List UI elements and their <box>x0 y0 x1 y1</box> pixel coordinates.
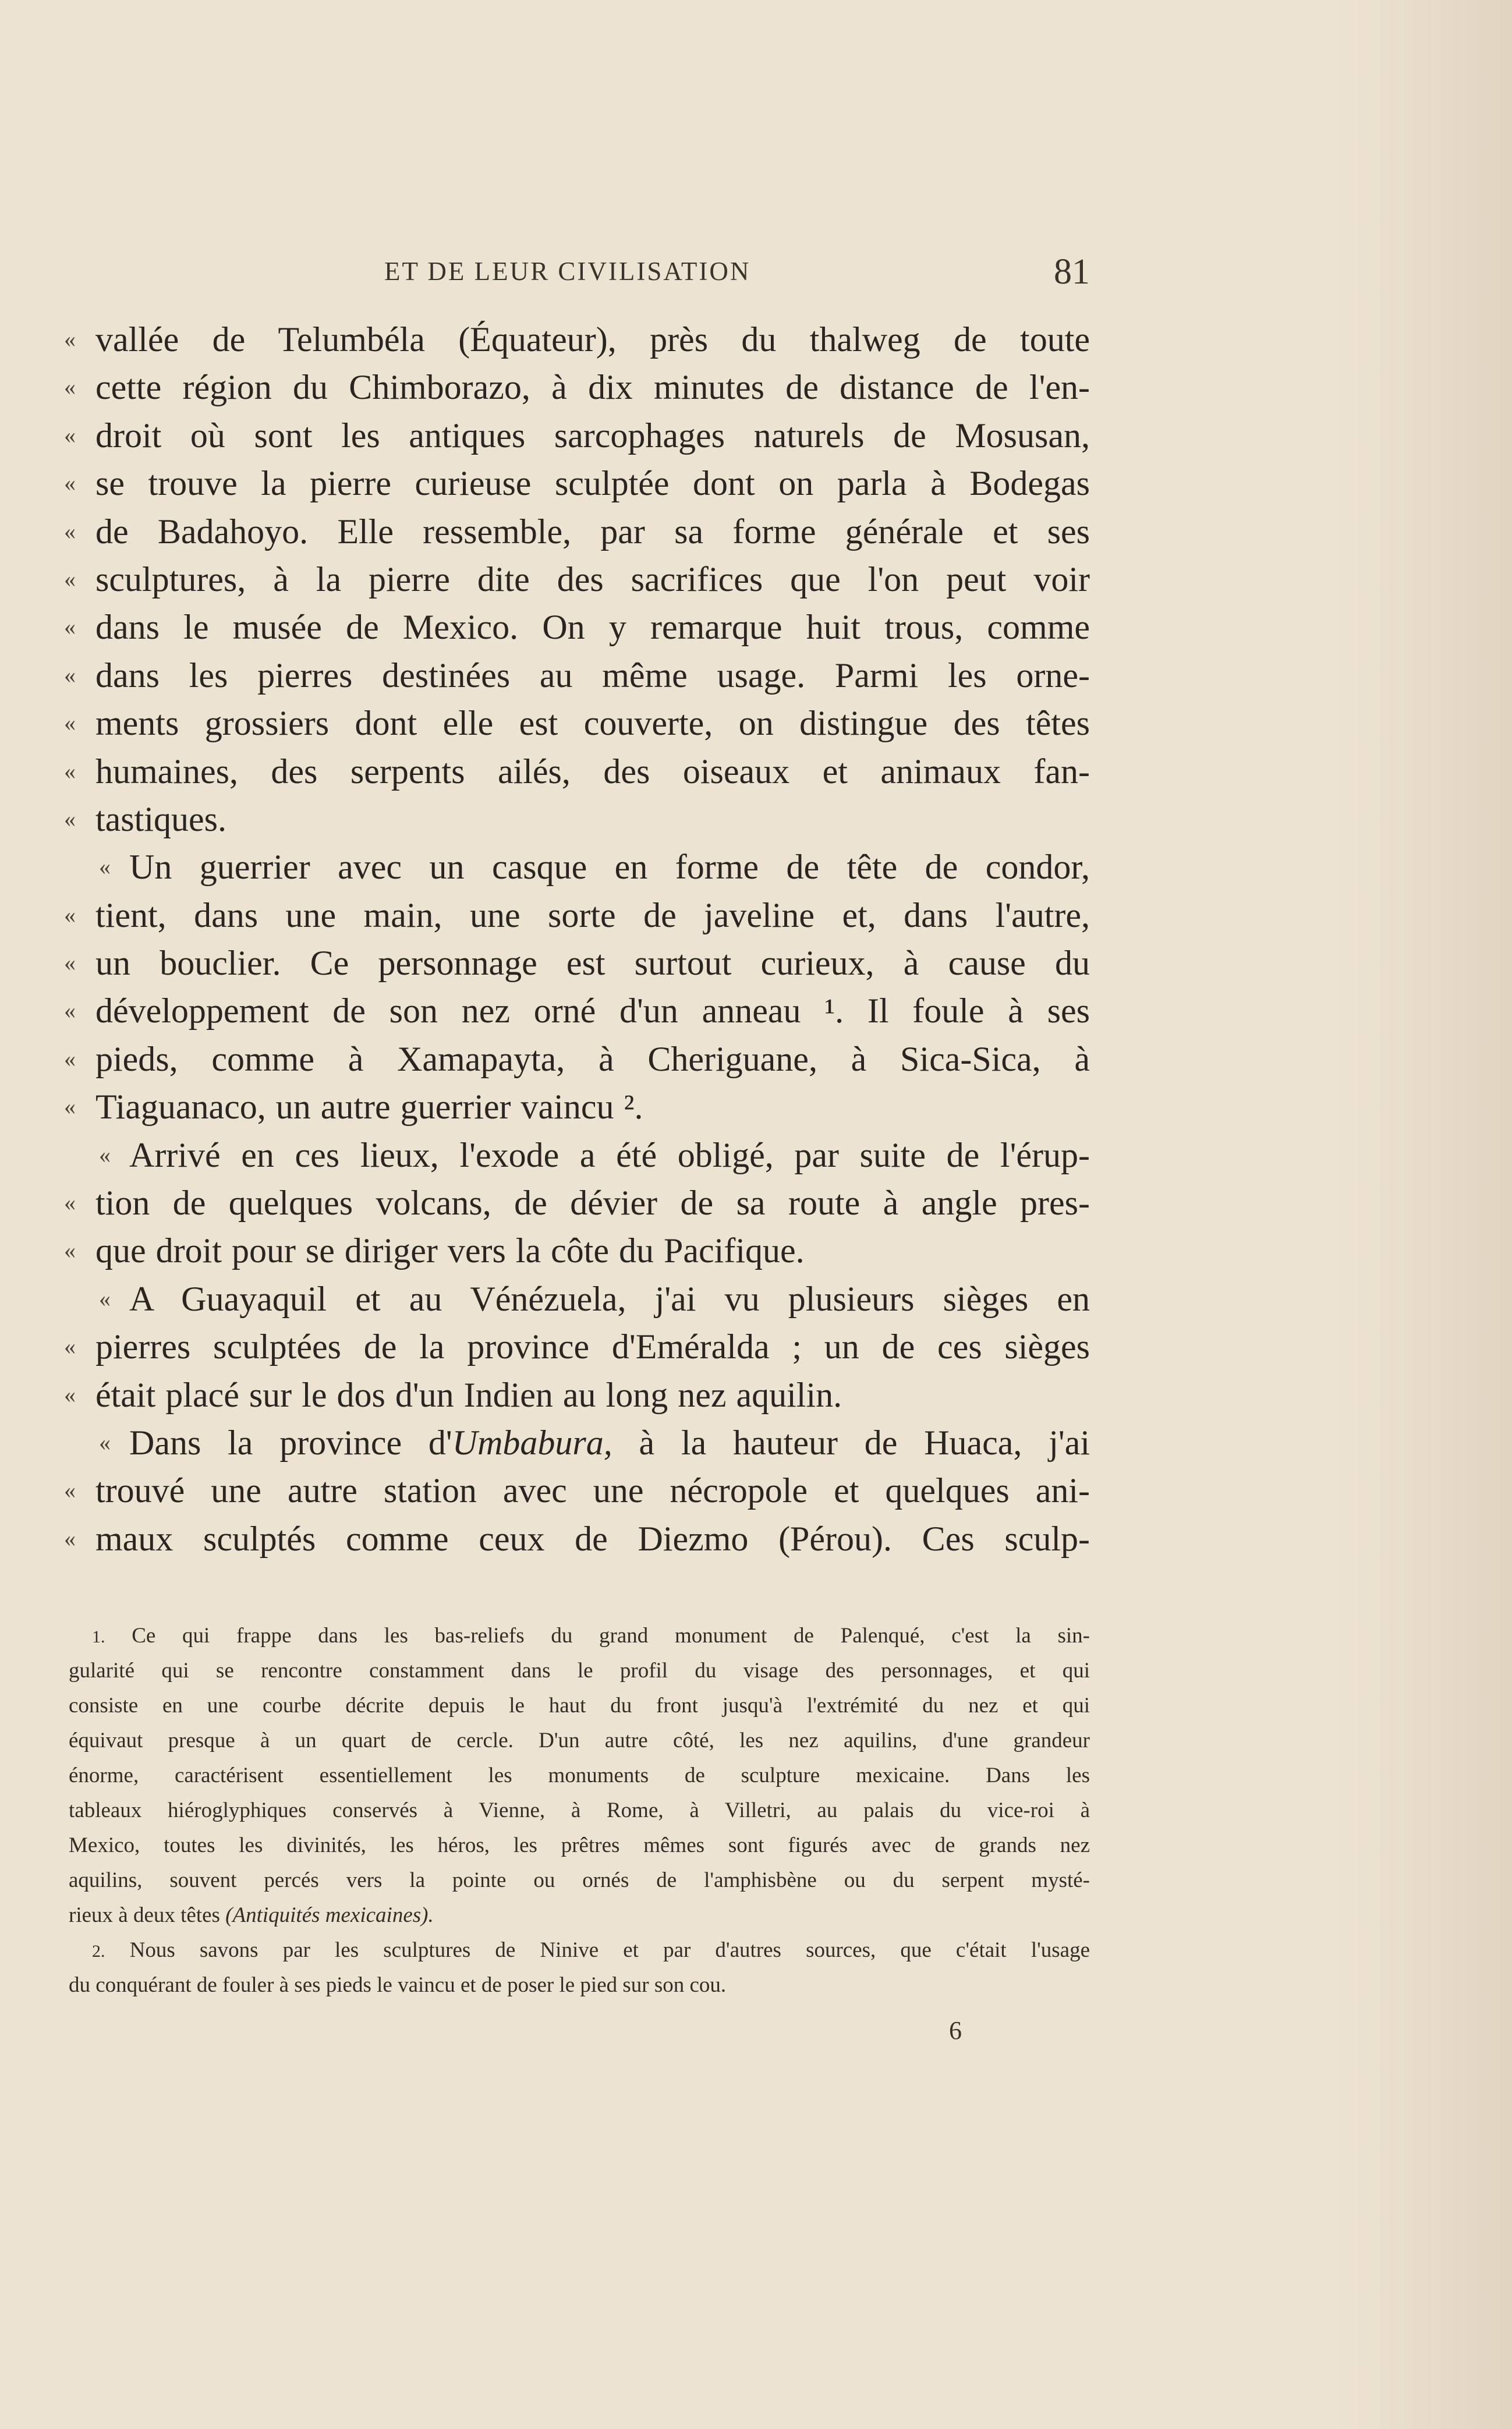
guillemet: « <box>64 1237 76 1264</box>
footnote-line-text: aquilins, souvent percés vers la pointe ou ornés de l'amphisbène ou du serpent mysté- <box>69 1868 1090 1892</box>
page-number: 81 <box>1054 252 1090 292</box>
guillemet: « <box>64 518 76 544</box>
guillemet: « <box>64 1477 76 1504</box>
book-title-italic: (Antiquités mexicaines). <box>225 1903 434 1927</box>
text-line <box>64 1467 1090 1514</box>
line-text: développement de son nez orné d'un anneau ¹. Il foule à ses <box>95 992 1090 1031</box>
guillemet: « <box>64 1189 76 1216</box>
text-line <box>64 987 1090 1035</box>
place-name-italic: Umbabura, <box>452 1423 612 1462</box>
line-text: tastiques. <box>95 799 226 838</box>
line-text: A Guayaquil et au Vénézuela, j'ai vu plusieurs sièges en <box>129 1279 1090 1318</box>
footnote-line <box>69 1863 1090 1898</box>
line-text: de Badahoyo. Elle ressemble, par sa forme générale et ses <box>95 512 1090 551</box>
footnote-line-text: Nous savons par les sculptures de Ninive et par d'autres sources, que c'était l'usage <box>129 1938 1090 1962</box>
text-line <box>64 508 1090 555</box>
text-line <box>64 1035 1090 1083</box>
footnote-line-text: gularité qui se rencontre constamment dans le profil du visage des personnages, et qui <box>69 1659 1090 1683</box>
text-line <box>64 316 1090 363</box>
line-text: tion de quelques volcans, de dévier de sa route à angle pres- <box>95 1184 1090 1223</box>
guillemet: « <box>64 757 76 784</box>
line-text <box>129 1419 1090 1467</box>
footnote-line-text: tableaux hiéroglyphiques conservés à Vienne, à Rome, à Villetri, au palais du vice-roi à <box>69 1798 1090 1822</box>
text-line <box>64 651 1090 699</box>
text-line <box>64 1275 1090 1323</box>
text-line <box>64 795 1090 843</box>
guillemet: « <box>64 901 76 928</box>
guillemet: « <box>64 565 76 592</box>
running-header <box>384 252 1090 292</box>
line-text: trouvé une autre station avec une nécropole et quelques ani- <box>95 1471 1090 1510</box>
guillemet: « <box>99 854 111 880</box>
guillemet: « <box>64 1093 76 1120</box>
line-text: un bouclier. Ce personnage est surtout curieux, à cause du <box>95 944 1090 983</box>
footnote-line <box>69 1688 1090 1723</box>
page-edge-shadow <box>1337 0 1512 2429</box>
footnote-line <box>69 1653 1090 1688</box>
footnote-line-text: énorme, caractérisent essentiellement les monuments de sculpture mexicaine. Dans les <box>69 1764 1090 1787</box>
guillemet: « <box>64 1333 76 1360</box>
text-line <box>64 1131 1090 1179</box>
footnote-line <box>69 1933 1090 1968</box>
line-text-after: à la hauteur de Huaca, j'ai <box>612 1423 1090 1462</box>
footnotes <box>69 1619 1090 2003</box>
footnote-line-text: consiste en une courbe décrite depuis le haut du front jusqu'à l'extrémité du nez et qui <box>69 1694 1090 1718</box>
footnote-line-text: rieux à deux têtes <box>69 1903 226 1927</box>
footnote-text <box>92 1933 1090 1969</box>
text-line <box>64 412 1090 459</box>
footnote-line <box>69 1898 1090 1933</box>
guillemet: « <box>64 326 76 352</box>
footnote-line <box>69 1793 1090 1828</box>
text-line <box>64 1227 1090 1274</box>
text-line <box>64 1371 1090 1419</box>
text-line <box>64 748 1090 795</box>
line-text: Arrivé en ces lieux, l'exode a été obligé, par suite de l'érup- <box>129 1135 1090 1174</box>
guillemet: « <box>99 1429 111 1456</box>
text-line <box>64 891 1090 939</box>
line-text: tient, dans une main, une sorte de javeline et, dans l'autre, <box>95 895 1090 934</box>
footnote-line-text: équivaut presque à un quart de cercle. D'un autre côté, les nez aquilins, d'une grandeur <box>69 1729 1090 1752</box>
line-text: était placé sur le dos d'un Indien au long nez aquilin. <box>95 1375 842 1414</box>
text-line <box>64 843 1090 891</box>
guillemet: « <box>64 374 76 401</box>
guillemet: « <box>64 470 76 497</box>
line-text: dans le musée de Mexico. On y remarque huit trous, comme <box>95 608 1090 647</box>
line-text: Tiaguanaco, un autre guerrier vaincu ². <box>95 1088 643 1127</box>
guillemet: « <box>64 950 76 976</box>
guillemet: « <box>64 997 76 1024</box>
line-text: ments grossiers dont elle est couverte, on distingue des têtes <box>95 704 1090 743</box>
guillemet: « <box>64 1381 76 1408</box>
line-text: pieds, comme à Xamapayta, à Cheriguane, à Sica-Sica, à <box>95 1039 1090 1078</box>
guillemet: « <box>64 1525 76 1552</box>
footnote-line <box>69 1619 1090 1653</box>
footnote-line <box>69 1828 1090 1863</box>
text-line <box>64 459 1090 507</box>
line-text: pierres sculptées de la province d'Eméralda ; un de ces sièges <box>95 1327 1090 1366</box>
guillemet: « <box>99 1285 111 1312</box>
line-text: humaines, des serpents ailés, des oiseaux et animaux fan- <box>95 752 1090 791</box>
footnote-number: 1. <box>92 1627 105 1647</box>
text-line <box>64 1179 1090 1227</box>
guillemet: « <box>64 661 76 688</box>
text-line <box>64 1419 1090 1467</box>
guillemet: « <box>64 614 76 640</box>
guillemet: « <box>64 422 76 448</box>
running-title: ET DE LEUR CIVILISATION <box>384 257 751 286</box>
line-text: se trouve la pierre curieuse sculptée dont on parla à Bodegas <box>95 464 1090 503</box>
guillemet: « <box>64 805 76 832</box>
footnote-text <box>92 1619 1090 1655</box>
guillemet: « <box>99 1141 111 1168</box>
guillemet: « <box>64 710 76 737</box>
line-text-before: Dans la province d' <box>129 1423 452 1462</box>
footnote-line <box>69 1723 1090 1758</box>
text-line <box>64 1083 1090 1131</box>
line-text: dans les pierres destinées au même usage. Parmi les orne- <box>95 656 1090 695</box>
footnote-number: 2. <box>92 1942 105 1961</box>
text-line <box>64 1323 1090 1371</box>
text-line <box>64 363 1090 411</box>
text-line <box>64 555 1090 603</box>
text-line <box>64 939 1090 987</box>
guillemet: « <box>64 1045 76 1072</box>
line-text: vallée de Telumbéla (Équateur), près du thalweg de toute <box>95 320 1090 359</box>
line-text: Un guerrier avec un casque en forme de tête de condor, <box>129 848 1090 887</box>
line-text: cette région du Chimborazo, à dix minutes de distance de l'en- <box>95 368 1090 407</box>
text-line <box>64 603 1090 651</box>
footnote-text <box>69 1898 1090 1933</box>
footnote-line <box>69 1758 1090 1793</box>
footnote-line-text: du conquérant de fouler à ses pieds le vaincu et de poser le pied sur son cou. <box>69 1973 727 1997</box>
footnote-line-text: Mexico, toutes les divinités, les héros, les prêtres mêmes sont figurés avec de grands nez <box>69 1833 1090 1857</box>
footnote-line-text: Ce qui frappe dans les bas-reliefs du grand monument de Palenqué, c'est la sin- <box>132 1624 1090 1648</box>
line-text: sculptures, à la pierre dite des sacrifices que l'on peut voir <box>95 560 1090 599</box>
text-line <box>64 1515 1090 1563</box>
line-text: que droit pour se diriger vers la côte du Pacifique. <box>95 1231 805 1270</box>
line-text: droit où sont les antiques sarcophages naturels de Mosusan, <box>95 416 1090 455</box>
footnote-line <box>69 1968 1090 2003</box>
text-line <box>64 699 1090 747</box>
line-text: maux sculptés comme ceux de Diezmo (Pérou). Ces sculp- <box>95 1519 1090 1558</box>
signature-mark: 6 <box>949 2016 962 2045</box>
body-text <box>64 316 1090 1563</box>
